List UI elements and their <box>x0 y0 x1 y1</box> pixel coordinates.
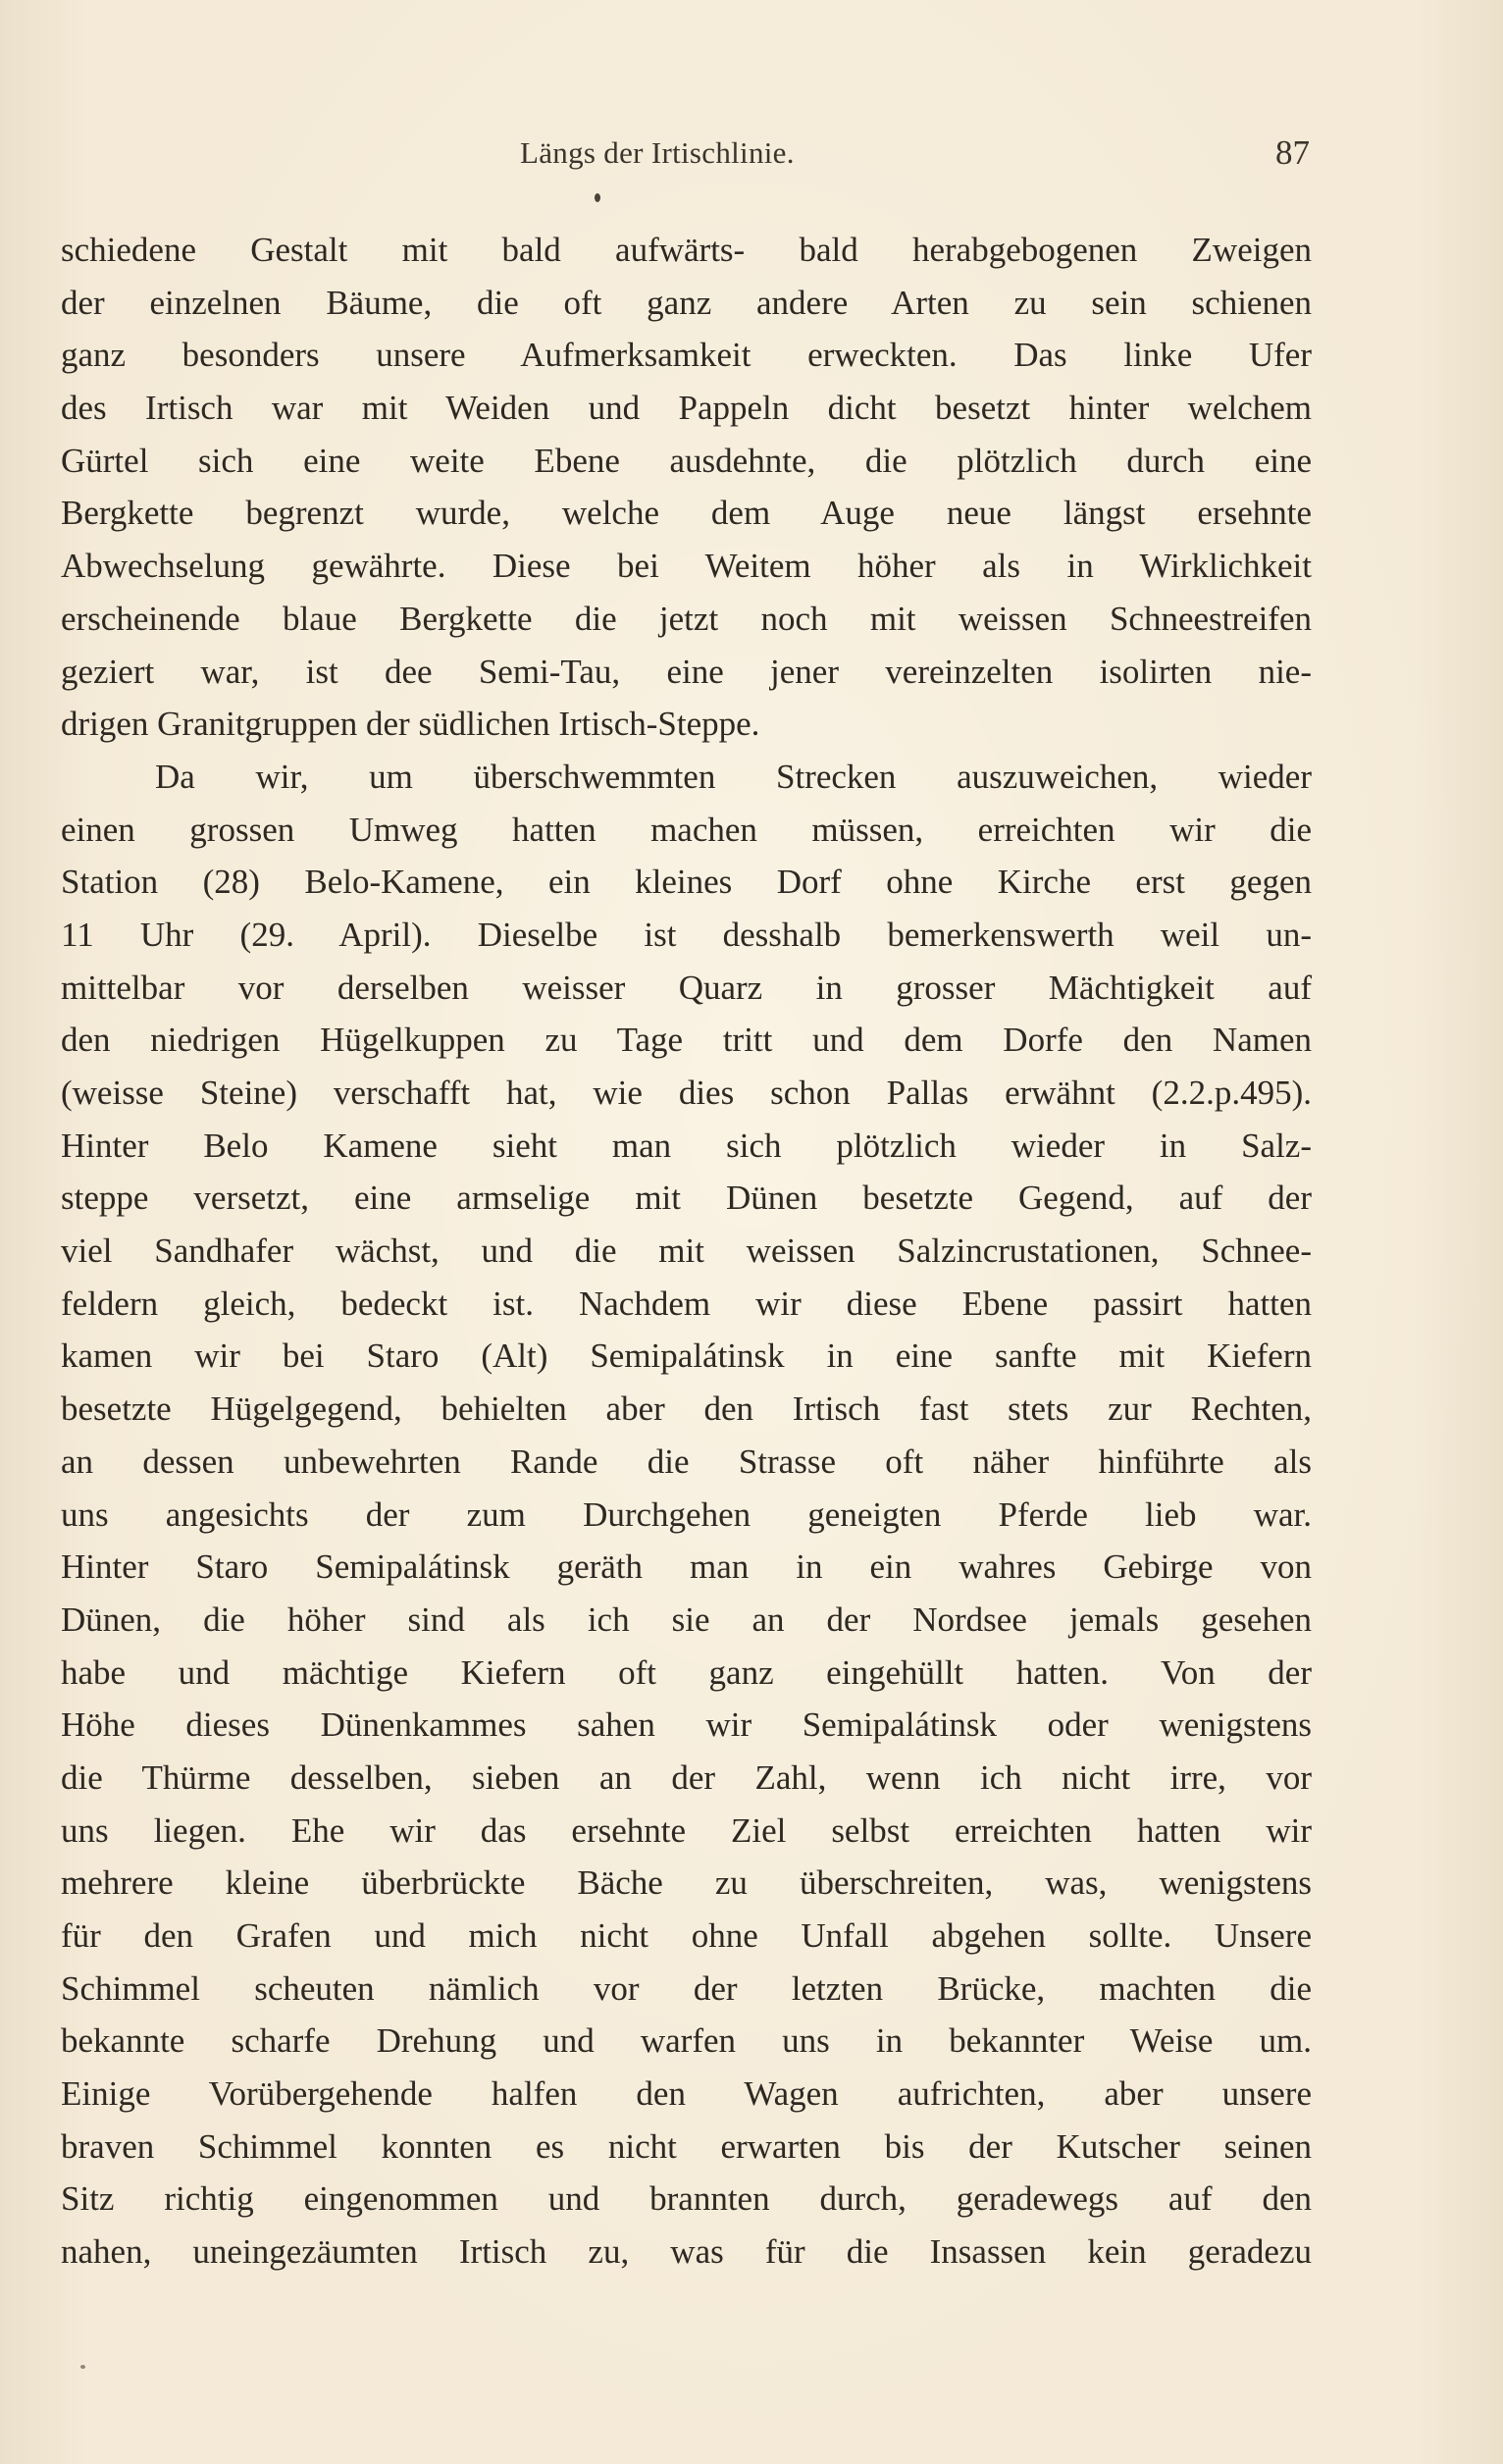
text-line: ganz besonders unsere Aufmerksamkeit erweckten. Das linke Ufer <box>61 336 1312 375</box>
text-line: mehrere kleine überbrückte Bäche zu überschreiten, was, wenigstens <box>61 1863 1312 1903</box>
text-line: schiedene Gestalt mit bald aufwärts- bald herabgebogenen Zweigen <box>61 231 1312 269</box>
text-line: kamen wir bei Staro (Alt) Semipalátinsk in eine sanfte mit Kiefern <box>61 1337 1312 1376</box>
text-line: steppe versetzt, eine armselige mit Dünen besetzte Gegend, auf der <box>61 1179 1312 1218</box>
text-line: drigen Granitgruppen der südlichen Irtisch-Steppe. <box>61 705 760 744</box>
text-line: Einige Vorübergehende halfen den Wagen aufrichten, aber unsere <box>61 2074 1312 2114</box>
text-line: Dünen, die höher sind als ich sie an der Nordsee jemals gesehen <box>61 1599 1312 1639</box>
text-line: habe und mächtige Kiefern oft ganz eingehüllt hatten. Von der <box>61 1652 1312 1692</box>
text-line: (weisse Steine) verschafft hat, wie dies schon Pallas erwähnt (2.2.p.495). <box>61 1074 1312 1112</box>
text-line: braven Schimmel konnten es nicht erwarten bis der Kutscher seinen <box>61 2126 1312 2166</box>
page-number: 87 <box>1275 133 1310 172</box>
text-line: Abwechselung gewährte. Diese bei Weitem höher als in Wirklichkeit <box>61 547 1312 586</box>
text-line: Hinter Staro Semipalátinsk geräth man in ein wahres Gebirge von <box>61 1547 1312 1587</box>
text-line: Bergkette begrenzt wurde, welche dem Auge neue längst ersehnte <box>61 494 1312 533</box>
running-head: Längs der Irtischlinie. <box>520 135 795 170</box>
text-line: für den Grafen und mich nicht ohne Unfall abgehen sollte. Unsere <box>61 1916 1312 1955</box>
text-line: geziert war, ist dee Semi-Tau, eine jener vereinzelten isolirten nie- <box>61 652 1312 691</box>
text-line: einen grossen Umweg hatten machen müssen, erreichten wir die <box>61 810 1312 849</box>
text-line: die Thürme desselben, sieben an der Zahl, wenn ich nicht irre, vor <box>61 1757 1312 1797</box>
text-line: der einzelnen Bäume, die oft ganz andere Arten zu sein schienen <box>61 283 1312 322</box>
ink-speck <box>80 2365 85 2369</box>
text-line: erscheinende blaue Bergkette die jetzt noch mit weissen Schneestreifen <box>61 599 1312 638</box>
text-line: Höhe dieses Dünenkammes sahen wir Semipalátinsk oder wenigstens <box>61 1705 1312 1745</box>
text-line: mittelbar vor derselben weisser Quarz in grosser Mächtigkeit auf <box>61 968 1312 1007</box>
text-line: bekannte scharfe Drehung und warfen uns in bekannter Weise um. <box>61 2021 1312 2061</box>
paragraph-start-line: Da wir, um überschwemmten Strecken auszuweichen, wieder <box>155 757 1312 796</box>
text-line: uns liegen. Ehe wir das ersehnte Ziel selbst erreichten hatten wir <box>61 1810 1312 1850</box>
text-line: den niedrigen Hügelkuppen zu Tage tritt und dem Dorfe den Namen <box>61 1021 1312 1060</box>
text-line: Hinter Belo Kamene sieht man sich plötzlich wieder in Salz- <box>61 1126 1312 1165</box>
text-line: nahen, uneingezäumten Irtisch zu, was für die Insassen kein geradezu <box>61 2232 1312 2272</box>
text-line: Schimmel scheuten nämlich vor der letzten Brücke, machten die <box>61 1968 1312 2008</box>
text-line: Gürtel sich eine weite Ebene ausdehnte, die plötzlich durch eine <box>61 441 1312 480</box>
text-line: viel Sandhafer wächst, und die mit weissen Salzincrustationen, Schnee- <box>61 1232 1312 1271</box>
ink-speck <box>595 193 600 202</box>
text-line: des Irtisch war mit Weiden und Pappeln dicht besetzt hinter welchem <box>61 389 1312 428</box>
text-line: besetzte Hügelgegend, behielten aber den Irtisch fast stets zur Rechten, <box>61 1389 1312 1429</box>
text-line: 11 Uhr (29. April). Dieselbe ist desshalb bemerkenswerth weil un- <box>61 915 1312 954</box>
body-text <box>61 224 1312 2279</box>
text-line: Station (28) Belo-Kamene, ein kleines Dorf ohne Kirche erst gegen <box>61 863 1312 902</box>
text-line: uns angesichts der zum Durchgehen geneigten Pferde lieb war. <box>61 1494 1312 1534</box>
text-line: Sitz richtig eingenommen und brannten durch, geradewegs auf den <box>61 2179 1312 2219</box>
text-line: an dessen unbewehrten Rande die Strasse oft näher hinführte als <box>61 1442 1312 1481</box>
text-line: feldern gleich, bedeckt ist. Nachdem wir diese Ebene passirt hatten <box>61 1284 1312 1323</box>
